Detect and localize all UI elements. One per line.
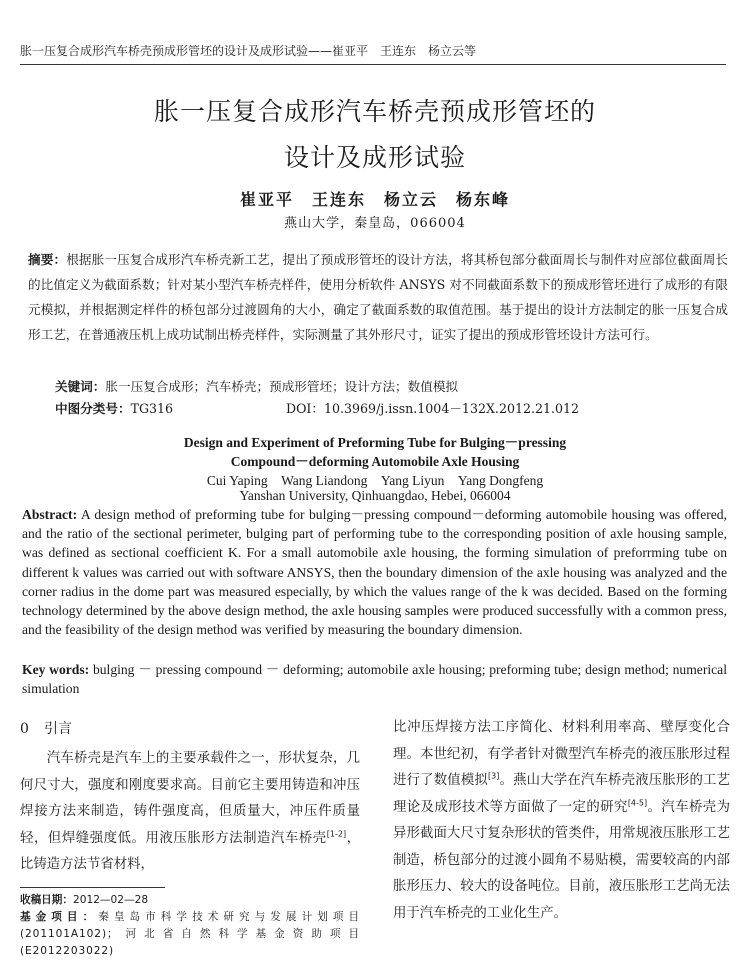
chinese-title-line-1: 胀一压复合成形汽车桥壳预成形管坯的 (153, 97, 596, 126)
received-value: 2012—02—28 (72, 894, 149, 906)
fund-label: 基金项目： (20, 911, 99, 923)
section-number: 0 (20, 721, 29, 737)
chinese-authors: 崔亚平 王连东 杨立云 杨东峰 (239, 190, 510, 209)
english-affiliation: Yanshan University, Qinhuangdao, Hebei, 066004 (239, 488, 511, 503)
fund-text: 秦皇岛市科学技术研究与发展计划项目(201101A102)；河北省自然科学基金资助项目(E2012203022) (20, 911, 360, 957)
english-keywords (22, 660, 727, 698)
received-date (20, 892, 360, 909)
english-title-line-2: Compound－deforming Automobile Axle Housing (230, 454, 520, 469)
english-authors: Cui Yaping Wang Liandong Yang Liyun Yang Dongfeng (206, 473, 544, 488)
chinese-abstract-label: 摘要： (28, 252, 67, 267)
english-keywords-text: bulging － pressing compound － deforming; automobile axle housing; preforming tube; design method; numerical simulation (22, 662, 727, 697)
chinese-abstract (28, 247, 728, 347)
english-abstract (22, 505, 727, 639)
chinese-affiliation: 燕山大学，秦皇岛，066004 (284, 216, 466, 231)
english-abstract-text: A design method of preforming tube for bulging－pressing compound－deforming automobile housing was offered, and the ratio of the sectional perimeter, bulging part of performing tube to the corresponding position of axle housing sample, was defined as sectional coefficient K. For a small automobile axle housing, the forming simulation of preforrming tube on different k values was carried out with software ANSYS, then the boundary dimension of the axle housing was analyzed and the corner radius in the dome part was measured especially, by which the values range of the k was decided. Based on the forming technology determined by the above design method, the axle housing samples were produced successfully with a common press, and the feasibility of the design method was verified by measuring the boundary dimension. (22, 507, 727, 638)
english-keywords-label: Key words: (22, 662, 90, 677)
clc-label: 中图分类号： (55, 401, 131, 416)
citation-ref: [1-2] (326, 829, 347, 839)
footnote-rule (20, 887, 165, 888)
header-rule (20, 64, 726, 65)
intro-text-right-a: 比冲压焊接方法工序简化、材料利用率高、壁厚变化合理。本世纪初，有学者针对微型汽车桥壳的液压胀形过程进行了数值模拟 (393, 720, 730, 788)
doi-text: DOI：10.3969/j.issn.1004－132X.2012.21.012 (286, 401, 580, 416)
chinese-title-line-2: 设计及成形试验 (283, 143, 466, 172)
intro-text-left-b: ，比铸造方法节省材料， (20, 830, 361, 872)
fund-info (20, 909, 360, 960)
chinese-keywords (55, 376, 458, 395)
running-header: 胀一压复合成形汽车桥壳预成形管坯的设计及成形试验——崔亚平 王连东 杨立云等 (20, 44, 477, 58)
intro-paragraph-right (393, 715, 730, 927)
chinese-keywords-text: 胀一压复合成形；汽车桥壳；预成形管坯；设计方法；数值模拟 (105, 379, 458, 394)
intro-text-left-a: 汽车桥壳是汽车上的主要承载件之一，形状复杂，几何尺寸大，强度和刚度要求高。目前它主要用铸造和冲压焊接方法来制造，铸件强度高，但质量大，冲压件质量轻，但焊缝强度低。用液压胀形方法制造汽车桥壳 (20, 751, 360, 846)
classification-line (55, 398, 580, 417)
received-label: 收稿日期： (20, 894, 73, 906)
section-heading (20, 718, 360, 738)
body-left-column (20, 718, 360, 879)
intro-text-right-c: 。汽车桥壳为异形截面大尺寸复杂形状的管类件，用常规液压胀形工艺制造，桥包部分的过渡小圆角不易贴模，需要较高的内部胀形压力、较大的设备吨位。目前，液压胀形工艺尚无法用于汽车桥壳的工业化生产。 (393, 799, 730, 921)
citation-ref: [4-5] (627, 798, 648, 808)
intro-paragraph-left (20, 746, 360, 879)
clc-value: TG316 (130, 401, 174, 416)
body-right-column (393, 715, 730, 927)
english-title-line-1: Design and Experiment of Preforming Tube for Bulging－pressing (183, 435, 567, 450)
footnotes (20, 892, 360, 960)
citation-ref: [3] (487, 771, 500, 781)
chinese-keywords-label: 关键词： (55, 379, 106, 394)
english-abstract-label: Abstract: (22, 507, 78, 522)
section-title: 引言 (44, 721, 72, 737)
intro-text-right-b: 。燕山大学在汽车桥壳液压胀形的工艺理论及成形技术等方面做了一定的研究 (393, 773, 731, 815)
chinese-abstract-text: 根据胀一压复合成形汽车桥壳新工艺，提出了预成形管坯的设计方法，将其桥包部分截面周长与制件对应部位截面周长的比值定义为截面系数；针对某小型汽车桥壳样件，使用分析软件 ANSYS 对不同截面系数下的预成形管坯进行了成形的有限元模拟，并根据测定样件的桥包部分过渡圆角的大小，确定了截面系数的取值范围。基于提出的设计方法制定的胀一压复合成形工艺，在普通液压机上成功试制出桥壳样件，实际测量了其外形尺寸，证实了提出的预成形管坯设计方法可行。 (28, 252, 729, 342)
